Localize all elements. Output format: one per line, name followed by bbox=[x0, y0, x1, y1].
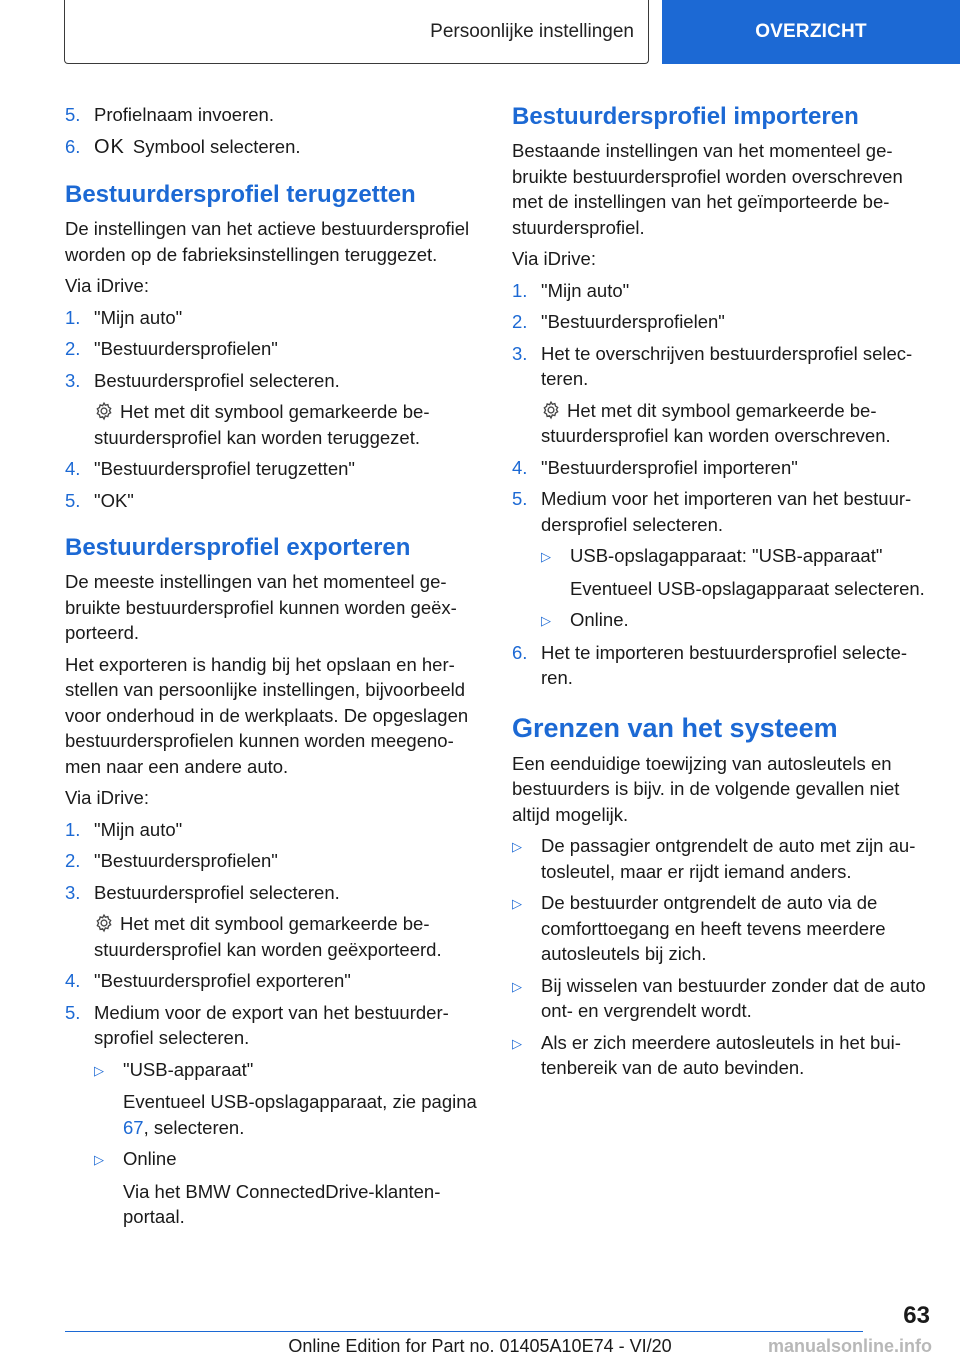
export-description-2: Het exporteren is handig bij het opslaan en herstellen van persoonlijke instellingen, bijvoorbeeld voor onderhoud in de werkplaats. De opgeslagen bestuurdersprofielen kunnen worden meegenomen naar een andere auto. bbox=[65, 653, 469, 777]
sub-option bbox=[94, 1057, 483, 1084]
export-heading: Bestuurdersprofiel exporteren bbox=[65, 534, 411, 561]
list-item bbox=[65, 488, 483, 514]
step-text: Het te importeren bestuurdersprofiel selecteren. bbox=[541, 641, 908, 688]
step-text: "Mijn auto" bbox=[94, 306, 183, 328]
bullet-text: De bestuurder ontgrendelt de auto via de comforttoegang en heeft tevens meerdere autosleutels bij zich. bbox=[541, 892, 886, 964]
bullet-text: Bij wisselen van bestuurder zonder dat de auto ont- en vergrendelt wordt. bbox=[541, 974, 926, 1021]
step-text: Medium voor het importeren van het bestuurdersprofiel selecteren. bbox=[541, 488, 912, 535]
list-item bbox=[512, 640, 928, 691]
list-item bbox=[512, 833, 928, 884]
sub-option bbox=[541, 607, 928, 634]
step-text: "OK" bbox=[94, 489, 134, 511]
sub-option-note: Eventueel USB-opslagapparaat selecteren. bbox=[570, 577, 925, 599]
triangle-bullet-icon: ▷ bbox=[512, 839, 522, 854]
list-item bbox=[65, 848, 483, 874]
step-number: 4. bbox=[65, 458, 81, 479]
list-item bbox=[512, 341, 928, 392]
list-item bbox=[512, 1030, 928, 1081]
overview-tab[interactable] bbox=[662, 0, 960, 64]
reset-note bbox=[94, 399, 483, 450]
overview-tab-label: OVERZICHT bbox=[755, 21, 867, 42]
sub-option-label: "USB-apparaat" bbox=[123, 1058, 254, 1080]
footer-divider bbox=[65, 1331, 863, 1332]
reset-description: De instellingen van het actieve bestuurdersprofiel worden op de fabrieksinstellingen teruggezet. bbox=[65, 218, 470, 265]
step-number: 6. bbox=[512, 641, 528, 663]
step-number: 1. bbox=[512, 279, 528, 301]
export-via: Via iDrive: bbox=[65, 787, 149, 808]
list-item bbox=[65, 368, 483, 394]
step-text: "Mijn auto" bbox=[541, 279, 630, 301]
step-number: 2. bbox=[65, 850, 81, 871]
section-tab[interactable] bbox=[64, 0, 649, 64]
sub-option-label: USB-opslagapparaat: "USB-apparaat" bbox=[570, 545, 883, 566]
import-heading: Bestuurdersprofiel importeren bbox=[512, 103, 859, 130]
step-number: 5. bbox=[65, 489, 81, 511]
list-item bbox=[512, 278, 928, 304]
list-item bbox=[65, 968, 483, 994]
triangle-bullet-icon: ▷ bbox=[512, 978, 522, 994]
step-number: 3. bbox=[65, 881, 81, 903]
note-text: Het met dit symbool gemarkeerde bestuurdersprofiel kan worden teruggezet. bbox=[94, 401, 430, 448]
right-column bbox=[512, 102, 928, 1087]
limits-heading: Grenzen van het systeem bbox=[512, 712, 838, 743]
step-text: "Bestuurdersprofielen" bbox=[94, 338, 278, 359]
page-link[interactable]: 67 bbox=[123, 1116, 144, 1138]
list-item bbox=[65, 817, 483, 843]
footer-edition: Online Edition for Part no. 01405A10E74 - VI/20 bbox=[288, 1336, 672, 1356]
list-item bbox=[512, 973, 928, 1024]
note-text: , selecteren. bbox=[143, 1116, 245, 1138]
import-via: Via iDrive: bbox=[512, 248, 596, 269]
list-item bbox=[512, 455, 928, 481]
step-text: Het te overschrijven bestuurdersprofiel selecteren. bbox=[541, 342, 913, 389]
note-text: Het met dit symbool gemarkeerde bestuurdersprofiel kan worden overschreven. bbox=[541, 399, 891, 446]
list-item bbox=[512, 309, 928, 335]
gear-icon bbox=[94, 401, 114, 421]
triangle-bullet-icon: ▷ bbox=[512, 896, 522, 911]
sub-option bbox=[541, 543, 928, 570]
bullet-text: De passagier ontgrendelt de auto met zijn autosleutel, maar er rijdt iemand anders. bbox=[541, 835, 916, 882]
step-number: 2. bbox=[65, 338, 81, 359]
reset-heading: Bestuurdersprofiel terugzetten bbox=[65, 181, 416, 208]
section-tab-label: Persoonlijke instellingen bbox=[430, 20, 634, 42]
step-number: 3. bbox=[65, 369, 81, 391]
export-note bbox=[94, 911, 483, 962]
left-column bbox=[65, 102, 483, 1236]
list-item bbox=[65, 102, 483, 128]
step-number: 4. bbox=[65, 970, 81, 991]
watermark: manualsonline.info bbox=[767, 1336, 932, 1356]
triangle-bullet-icon: ▷ bbox=[512, 1035, 522, 1051]
reset-via: Via iDrive: bbox=[65, 275, 149, 296]
step-number: 1. bbox=[65, 306, 81, 328]
gear-icon bbox=[94, 913, 114, 933]
step-text: "Bestuurdersprofielen" bbox=[541, 311, 725, 332]
step-number: 2. bbox=[512, 311, 528, 332]
step-text: Profielnaam invoeren. bbox=[94, 104, 274, 125]
list-item bbox=[512, 486, 928, 537]
step-number: 5. bbox=[512, 488, 528, 509]
note-text: Het met dit symbool gemarkeerde bestuurdersprofiel kan worden geëxporteerd. bbox=[94, 913, 442, 960]
triangle-bullet-icon: ▷ bbox=[94, 1062, 104, 1078]
step-number: 3. bbox=[512, 342, 528, 364]
step-text: "Bestuurdersprofielen" bbox=[94, 850, 278, 871]
step-text: Bestuurdersprofiel selecteren. bbox=[94, 881, 340, 903]
step-text: "Bestuurdersprofiel terugzetten" bbox=[94, 458, 355, 479]
step-text: "Bestuurdersprofiel importeren" bbox=[541, 456, 798, 478]
list-item bbox=[512, 890, 928, 967]
list-item bbox=[65, 880, 483, 906]
list-item bbox=[65, 336, 483, 362]
step-text: "Bestuurdersprofiel exporteren" bbox=[94, 970, 351, 991]
sub-option-label: Online bbox=[123, 1148, 177, 1169]
list-item bbox=[65, 456, 483, 482]
list-item bbox=[65, 305, 483, 331]
ok-icon: OK bbox=[94, 135, 125, 158]
step-number: 6. bbox=[65, 135, 81, 157]
sub-option-note bbox=[123, 1089, 483, 1140]
step-number: 4. bbox=[512, 456, 528, 478]
gear-icon bbox=[541, 400, 561, 420]
step-text: Symbool selecteren. bbox=[132, 135, 301, 157]
triangle-bullet-icon: ▷ bbox=[94, 1152, 104, 1167]
step-number: 5. bbox=[65, 1001, 81, 1023]
step-number: 1. bbox=[65, 818, 81, 840]
sub-option-label: Online. bbox=[570, 609, 629, 630]
step-text: "Mijn auto" bbox=[94, 818, 183, 840]
step-text: Medium voor de export van het bestuurdersprofiel selecteren. bbox=[94, 1001, 449, 1048]
sub-option-note: Via het BMW ConnectedDrive-klantenportaal. bbox=[123, 1180, 441, 1227]
export-description: De meeste instellingen van het momenteel gebruikte bestuurdersprofiel kunnen worden geëxporteerd. bbox=[65, 571, 457, 643]
import-description: Bestaande instellingen van het momenteel gebruikte bestuurdersprofiel worden overschreven met de instellingen van het geïmporteerde bestuurdersprofiel. bbox=[512, 140, 903, 238]
list-item bbox=[65, 134, 483, 161]
note-text: Eventueel USB-opslagapparaat, zie pagina bbox=[123, 1091, 477, 1112]
triangle-bullet-icon: ▷ bbox=[541, 549, 551, 564]
step-text: Bestuurdersprofiel selecteren. bbox=[94, 369, 340, 391]
page-number: 63 bbox=[903, 1302, 930, 1329]
bullet-text: Als er zich meerdere autosleutels in het buitenbereik van de auto bevinden. bbox=[541, 1031, 901, 1078]
limits-description: Een eenduidige toewijzing van autosleutels en bestuurders is bijv. in de volgende gevallen niet altijd mogelijk. bbox=[512, 752, 900, 825]
triangle-bullet-icon: ▷ bbox=[541, 613, 551, 628]
sub-option bbox=[94, 1146, 483, 1173]
import-note bbox=[541, 398, 928, 449]
list-item bbox=[65, 1000, 483, 1051]
step-number: 5. bbox=[65, 104, 81, 125]
